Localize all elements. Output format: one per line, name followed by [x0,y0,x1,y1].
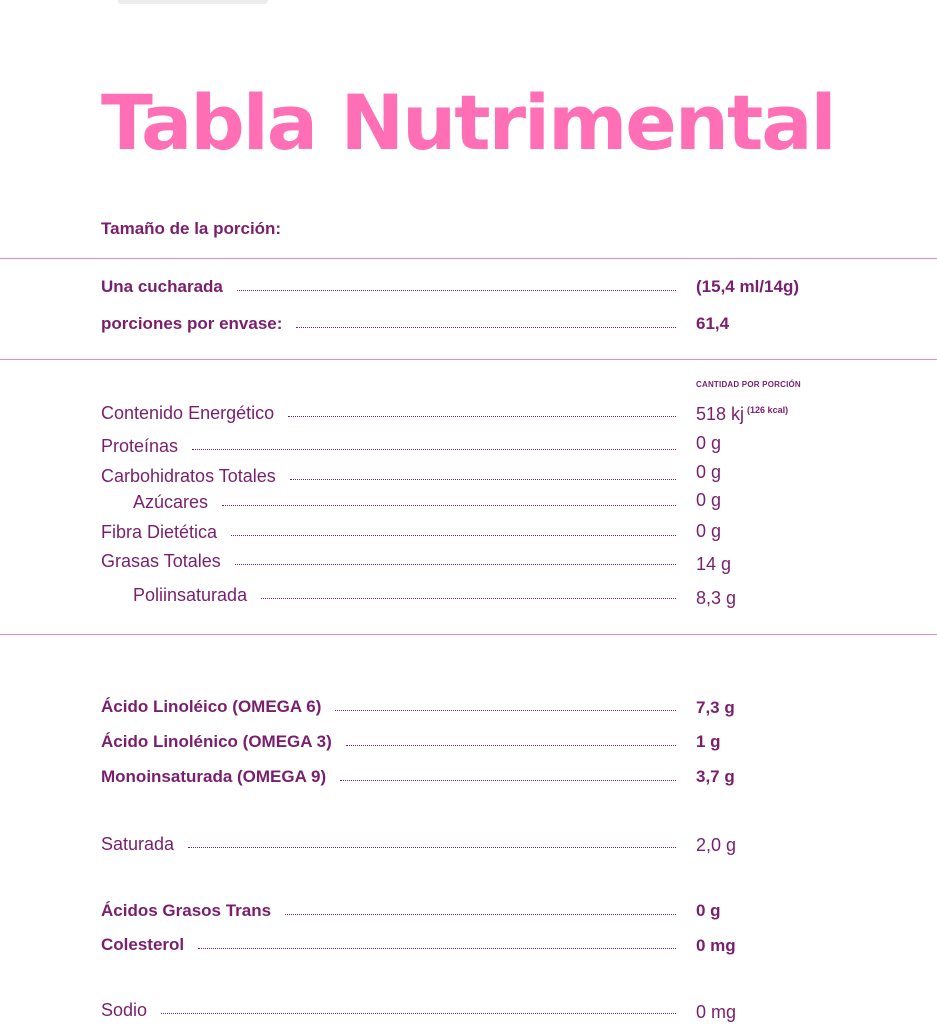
fatty-acid-label: Ácido Linolénico (OMEGA 3) [101,732,332,751]
nutrient-label: Fibra Dietética [101,522,218,542]
portion-row [101,275,676,299]
nutrient-value: 0 g [696,490,722,510]
saturated-value: 2,0 g [696,835,737,855]
portion-row [101,312,676,336]
nutrient-label: Poliinsaturada [133,585,248,605]
dot-leader [222,505,676,506]
trans-value: 0 g [696,901,721,920]
top-cropped-element [118,0,268,4]
nutrient-label: Carbohidratos Totales [101,466,276,486]
nutrient-row-sub [133,583,676,607]
nutrient-value: 8,3 g [696,588,737,608]
fatty-acid-value: 3,7 g [696,767,735,786]
nutrient-value: 0 g [696,521,722,541]
sodium-value: 0 mg [696,1002,737,1022]
portion-value: 61,4 [696,314,730,333]
column-header: CANTIDAD POR PORCIÓN [696,380,801,389]
nutrient-row [101,464,676,488]
dot-leader [261,598,676,599]
dot-leader [285,914,676,915]
nutrient-value-energy [696,402,788,426]
portion-label: porciones por envase: [101,314,283,333]
divider [0,359,937,360]
dot-leader [346,745,676,746]
dot-leader [188,847,676,848]
nutrient-label: Azúcares [133,492,209,512]
page-title: Tabla Nutrimental [101,78,835,167]
nutrient-row [101,549,676,573]
sodium-label: Sodio [101,1000,148,1020]
energy-kj: 518 kj [696,404,745,424]
portion-label: Una cucharada [101,277,223,296]
trans-label: Ácidos Grasos Trans [101,901,272,920]
cholesterol-row [101,933,676,957]
dot-leader [290,479,676,480]
dot-leader [237,290,676,291]
dot-leader [192,449,676,450]
nutrient-label: Contenido Energético [101,403,275,423]
fatty-acid-row [101,730,676,754]
divider [0,634,937,635]
nutrient-value: 14 g [696,554,732,574]
fatty-acid-label: Monoinsaturada (OMEGA 9) [101,767,327,786]
nutrient-row [101,520,676,544]
portion-value: (15,4 ml/14g) [696,277,799,296]
fatty-acid-row [101,695,676,719]
nutrient-label: Grasas Totales [101,551,221,571]
nutrient-row [101,434,676,458]
dot-leader [340,780,676,781]
nutrient-value: 0 g [696,433,722,453]
dot-leader [288,416,676,417]
nutrient-label: Proteínas [101,436,179,456]
energy-kcal: (126 kcal) [747,405,789,415]
nutrient-row-sub [133,490,676,514]
dot-leader [335,710,676,711]
sodium-row [101,998,676,1022]
portion-size-heading: Tamaño de la porción: [101,219,282,238]
saturated-row [101,832,676,856]
fatty-acid-row [101,765,676,789]
nutrient-row-energy [101,401,676,425]
dot-leader [231,535,676,536]
cholesterol-value: 0 mg [696,936,736,955]
cholesterol-label: Colesterol [101,935,185,954]
divider [0,258,937,259]
dot-leader [235,564,676,565]
dot-leader [161,1013,676,1014]
nutrient-value: 0 g [696,462,722,482]
fatty-acid-value: 7,3 g [696,698,735,717]
fatty-acid-label: Ácido Linoléico (OMEGA 6) [101,697,322,716]
trans-row [101,899,676,923]
saturated-label: Saturada [101,834,175,854]
dot-leader [198,948,676,949]
dot-leader [296,327,676,328]
fatty-acid-value: 1 g [696,732,721,751]
